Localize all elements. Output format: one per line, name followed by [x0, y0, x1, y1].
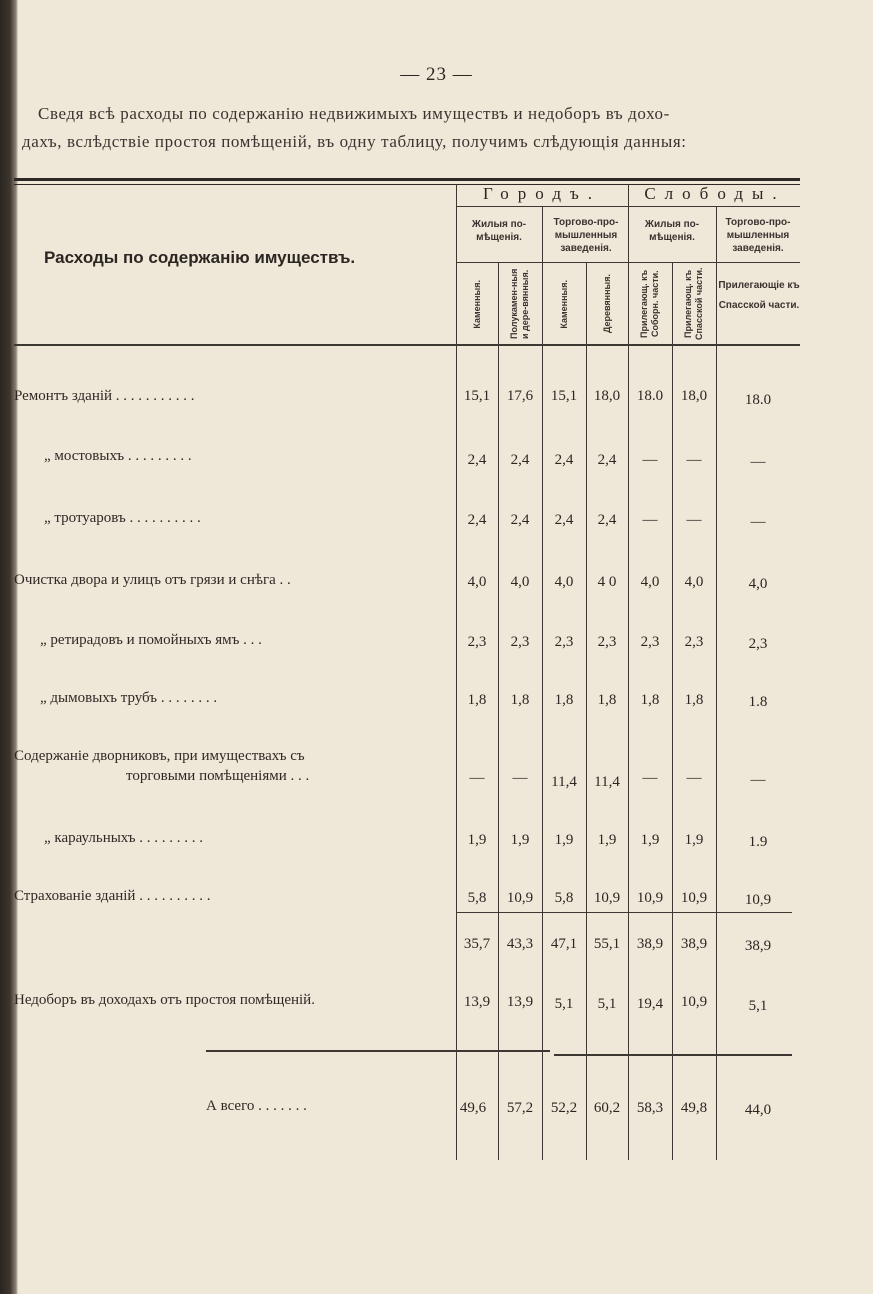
group-city-title: Городъ. [482, 184, 602, 203]
subhead-city-commercial: Торгово-про-мышленныя заведенія. [553, 217, 619, 254]
table-cell: — [642, 770, 658, 786]
row-label: Ремонтъ зданій . . . . . . . . . . . [14, 388, 195, 404]
table-cell: 1,9 [554, 832, 574, 848]
table-cell: 2,3 [467, 634, 487, 650]
table-cell: 1,9 [597, 832, 617, 848]
table-cell: 1,8 [510, 692, 530, 708]
table-cell: 4 0 [597, 574, 617, 590]
row-label: „ караульныхъ . . . . . . . . . [44, 830, 203, 846]
table-cell: 2,3 [748, 636, 768, 652]
table-cell: 11,4 [551, 774, 577, 790]
table-cell: 10,9 [680, 890, 708, 906]
col-header-6-text: Прилегающ. къ Спасской части. [683, 267, 704, 341]
subtotal-rule [456, 912, 792, 913]
col-line [542, 206, 543, 1160]
col-header-4-text: Деревянныя. [601, 274, 612, 334]
row-label: „ мостовыхъ . . . . . . . . . [44, 448, 192, 464]
table-cell: 10,9 [744, 892, 772, 908]
table-cell: 18.0 [744, 392, 772, 408]
col-header-5-text: Прилегающ. къ Соборн. части. [639, 269, 660, 339]
row-label: Очистка двора и улицъ отъ грязи и снѣга . . [14, 572, 291, 588]
table-cell: 5,1 [597, 996, 617, 1012]
table-cell: — [686, 512, 702, 528]
table-cell: 18,0 [680, 388, 708, 404]
intro-line-1: Сведя всѣ расходы по содержанію недвижимыхъ имуществъ и недоборъ въ дохо- [38, 104, 670, 123]
row-label: „ дымовыхъ трубъ . . . . . . . . [40, 690, 218, 706]
row-label: Страхованіе зданій . . . . . . . . . . [14, 888, 211, 904]
grand-total-cell: 57,2 [506, 1100, 534, 1116]
table-cell: 2,3 [554, 634, 574, 650]
table-cell: 2,3 [640, 634, 660, 650]
table-cell: 18.0 [636, 388, 664, 404]
table-cell: — [750, 514, 766, 530]
table-cell: 2,3 [684, 634, 704, 650]
table-cell: — [469, 770, 485, 786]
col-header-1 [456, 264, 498, 344]
table-cell: 19,4 [636, 996, 664, 1012]
table-cell: 10,9 [506, 890, 534, 906]
table-cell: 13,9 [463, 994, 491, 1010]
col-header-3-text: Каменныя. [558, 279, 569, 329]
grand-total-cell: 49,6 [459, 1100, 487, 1116]
table-cell: — [512, 770, 528, 786]
header-bottom-rule [14, 344, 800, 346]
grand-total-cell: 58,3 [636, 1100, 664, 1116]
table-cell: 11,4 [594, 774, 620, 790]
table-cell: 1,8 [640, 692, 660, 708]
subtotal-cell: 35,7 [463, 936, 491, 952]
col-header-6 [672, 264, 716, 344]
table-cell: 1,8 [554, 692, 574, 708]
row-label-continued: торговыми помѣщеніями . . . [126, 768, 310, 784]
table-cell: 2,3 [510, 634, 530, 650]
table-cell: — [642, 512, 658, 528]
table-cell: 1,9 [467, 832, 487, 848]
table-cell: 5,1 [748, 998, 768, 1014]
grand-total-rule-right [554, 1054, 792, 1056]
table-cell: — [686, 452, 702, 468]
col-header-2-text: Полукамен-ныя и дере-вянныя. [509, 268, 530, 340]
table-cell: 15,1 [550, 388, 578, 404]
subtotal-cell: 38,9 [744, 938, 772, 954]
intro-line-2: дахъ, вслѣдствіе простоя помѣщеній, въ одну таблицу, получимъ слѣдующія данныя: [22, 132, 687, 151]
table-cell: 4,0 [467, 574, 487, 590]
table-cell: — [686, 770, 702, 786]
col-header-3 [542, 264, 586, 344]
table-cell: 5,8 [467, 890, 487, 906]
table-cell: — [750, 454, 766, 470]
table-cell: 17,6 [506, 388, 534, 404]
table-cell: 10,9 [636, 890, 664, 906]
col-line [456, 184, 457, 1160]
row-label: Недоборъ въ доходахъ отъ простоя помѣщеній. [14, 992, 315, 1008]
table-cell: 1,8 [467, 692, 487, 708]
table-cell: 2,4 [510, 452, 530, 468]
table-cell: — [642, 452, 658, 468]
table-cell: 13,9 [506, 994, 534, 1010]
group-slobody-title: Слободы. [644, 184, 786, 203]
table-cell: 10,9 [680, 994, 708, 1010]
subhead-slob-residential: Жилыя по-мѣщенія. [644, 219, 700, 243]
grand-total-cell: 49,8 [680, 1100, 708, 1116]
table-cell: 1.8 [748, 694, 768, 710]
table-cell: 10,9 [593, 890, 621, 906]
subtotal-cell: 38,9 [680, 936, 708, 952]
page-number: — 23 — [400, 64, 473, 85]
subhead-slob-commercial: Торгово-про-мышленныя заведенія. [725, 217, 791, 254]
table-cell: 1,8 [684, 692, 704, 708]
col-header-4 [586, 264, 628, 344]
subtotal-cell: 47,1 [550, 936, 578, 952]
table-cell: 2,4 [510, 512, 530, 528]
grand-total-cell: 52,2 [550, 1100, 578, 1116]
grand-total-cell: 60,2 [593, 1100, 621, 1116]
col-header-1-text: Каменныя. [471, 279, 482, 329]
subtotal-cell: 55,1 [593, 936, 621, 952]
grand-total-cell: 44,0 [744, 1102, 772, 1118]
table-cell: 5,1 [554, 996, 574, 1012]
table-cell: 4,0 [554, 574, 574, 590]
table-cell: 2,4 [467, 452, 487, 468]
subtotal-cell: 38,9 [636, 936, 664, 952]
subtotal-cell: 43,3 [506, 936, 534, 952]
table-cell: 18,0 [593, 388, 621, 404]
table-cell: 4,0 [748, 576, 768, 592]
table-cell: — [750, 772, 766, 788]
table-main-header: Расходы по содержанію имуществъ. [44, 248, 356, 267]
col-header-5 [628, 264, 672, 344]
table-cell: 2,4 [554, 512, 574, 528]
table-cell: 2,4 [467, 512, 487, 528]
col-line [716, 206, 717, 1160]
table-cell: 1,9 [684, 832, 704, 848]
table-cell: 2,4 [597, 512, 617, 528]
table-cell: 1,8 [597, 692, 617, 708]
row-label: „ тротуаровъ . . . . . . . . . . [44, 510, 201, 526]
table-cell: 15,1 [463, 388, 491, 404]
col-header-2 [498, 264, 542, 344]
table-cell: 4,0 [684, 574, 704, 590]
table-cell: 1.9 [748, 834, 768, 850]
table-cell: 4,0 [640, 574, 660, 590]
book-spine-shadow [0, 0, 18, 1294]
row-label: „ ретирадовъ и помойныхъ ямъ . . . [40, 632, 262, 648]
subhead-city-residential: Жилыя по-мѣщенія. [471, 219, 527, 243]
table-cell: 2,3 [597, 634, 617, 650]
table-cell: 5,8 [554, 890, 574, 906]
row-label: Содержаніе дворниковъ, при имуществахъ съ [14, 748, 305, 764]
table-cell: 1,9 [510, 832, 530, 848]
table-cell: 1,9 [640, 832, 660, 848]
table-cell: 4,0 [510, 574, 530, 590]
table-top-rule [14, 178, 800, 181]
grand-total-label: А всего . . . . . . . [206, 1098, 307, 1114]
intro-paragraph [22, 100, 812, 156]
table-cell: 2,4 [554, 452, 574, 468]
col-header-7: Прилегающіе къ Спасской части. [718, 280, 800, 311]
table-cell: 2,4 [597, 452, 617, 468]
grand-total-rule-left [206, 1050, 550, 1052]
